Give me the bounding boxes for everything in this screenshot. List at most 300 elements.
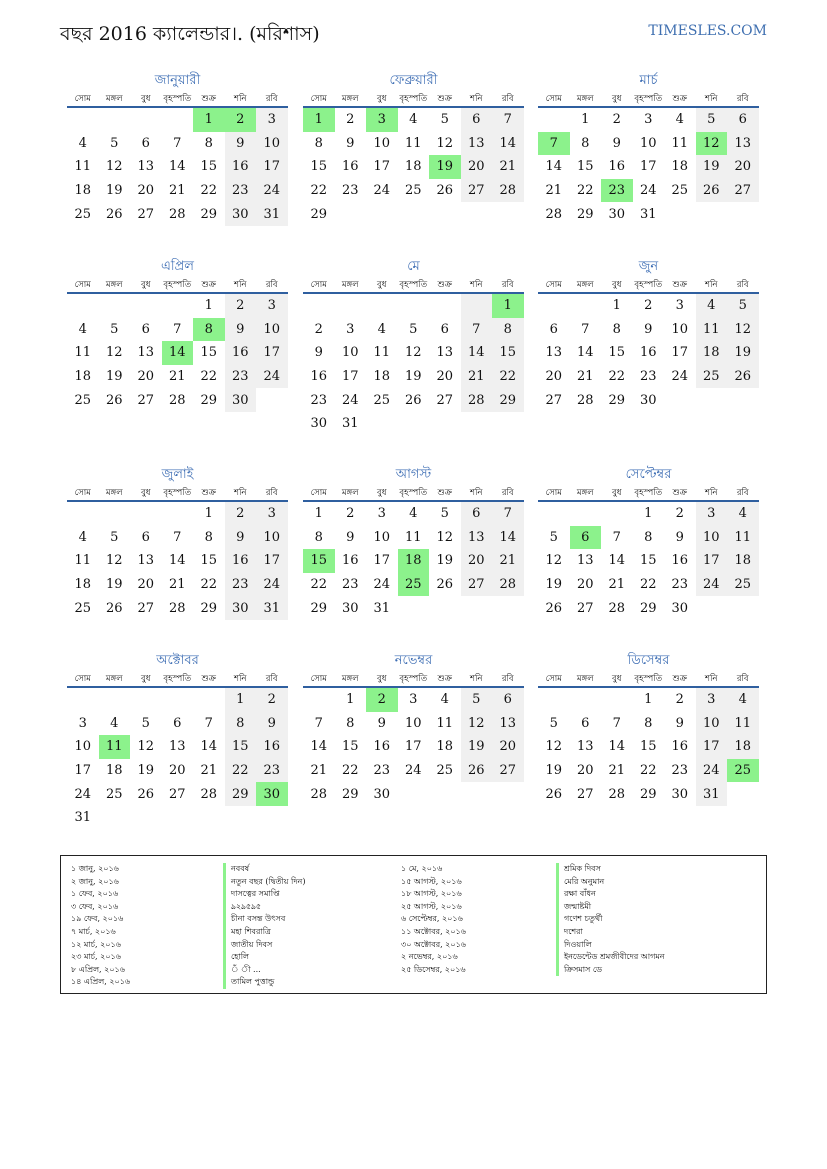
day-cell: 21 <box>608 763 626 779</box>
empty-cell <box>429 294 461 318</box>
day-cell: 11 <box>727 526 759 550</box>
day-cell: 28 <box>461 388 493 412</box>
empty-cell <box>398 294 430 318</box>
weekday-label: বুধ <box>377 674 387 684</box>
holiday-name: জন্মাষ্টমী <box>556 901 665 914</box>
day-cell: 19 <box>545 577 563 593</box>
day-cell: 12 <box>545 739 563 755</box>
day-cell: 3 <box>256 502 288 526</box>
holiday-list <box>60 855 767 994</box>
day-cell: 27 <box>137 392 155 408</box>
day-cell: 7 <box>612 715 621 731</box>
weekday-header <box>303 278 524 294</box>
weekday-header <box>538 92 759 108</box>
weekday-label: শুক্র <box>672 488 687 498</box>
day-cell: 27 <box>137 206 155 222</box>
day-cell: 9 <box>314 345 323 361</box>
day-cell: 15 <box>225 735 257 759</box>
holiday-day-cell: 2 <box>225 108 257 132</box>
weekday-label: মঙ্গল <box>105 674 123 684</box>
weekday-label: মঙ্গল <box>341 674 359 684</box>
weekday-label: বুধ <box>377 280 387 290</box>
days-grid <box>538 108 759 226</box>
holiday-names-left <box>223 863 305 989</box>
holiday-day-cell: 3 <box>366 108 398 132</box>
day-cell: 24 <box>696 759 728 783</box>
day-cell: 14 <box>461 341 493 365</box>
day-cell: 15 <box>200 553 218 569</box>
day-cell: 16 <box>341 553 359 569</box>
day-cell: 28 <box>168 600 186 616</box>
empty-cell <box>162 688 194 712</box>
weekday-label: শনি <box>233 674 247 684</box>
day-cell: 14 <box>492 132 524 156</box>
day-cell: 11 <box>696 318 728 342</box>
day-cell: 18 <box>373 369 391 385</box>
day-cell: 3 <box>256 294 288 318</box>
day-cell: 4 <box>110 715 119 731</box>
day-cell: 10 <box>74 739 92 755</box>
weekday-label: মঙ্গল <box>341 94 359 104</box>
day-cell: 13 <box>436 345 454 361</box>
day-cell: 10 <box>256 526 288 550</box>
day-cell: 10 <box>696 526 728 550</box>
day-cell: 5 <box>440 506 449 522</box>
day-cell: 17 <box>373 159 391 175</box>
day-cell: 18 <box>404 159 422 175</box>
holiday-day-cell: 11 <box>99 735 131 759</box>
day-cell: 23 <box>310 392 328 408</box>
day-cell: 15 <box>200 159 218 175</box>
day-cell: 22 <box>310 183 328 199</box>
weekday-label: রবি <box>501 94 514 104</box>
days-grid <box>67 502 288 620</box>
day-cell: 6 <box>727 108 759 132</box>
day-cell: 18 <box>74 369 92 385</box>
day-cell: 12 <box>137 739 155 755</box>
day-cell: 15 <box>341 739 359 755</box>
day-cell: 22 <box>225 759 257 783</box>
weekday-header <box>538 672 759 688</box>
day-cell: 11 <box>373 345 391 361</box>
day-cell: 20 <box>137 369 155 385</box>
day-cell: 13 <box>492 712 524 736</box>
weekday-label: সোম <box>74 674 91 684</box>
day-cell: 5 <box>409 321 418 337</box>
holiday-name: হোলি <box>223 951 305 964</box>
day-cell: 23 <box>256 759 288 783</box>
empty-cell <box>366 294 398 318</box>
day-cell: 25 <box>404 183 422 199</box>
day-cell: 20 <box>168 763 186 779</box>
weekday-label: বৃহস্পতি <box>399 280 428 290</box>
day-cell: 29 <box>200 392 218 408</box>
weekday-header <box>538 278 759 294</box>
weekday-label: সোম <box>545 488 562 498</box>
day-cell: 8 <box>644 529 653 545</box>
day-cell: 6 <box>581 715 590 731</box>
day-cell: 1 <box>644 506 653 522</box>
day-cell: 11 <box>671 135 689 151</box>
day-cell: 6 <box>461 502 493 526</box>
day-cell: 27 <box>727 179 759 203</box>
holiday-name: তামিল পুত্তান্ডু <box>223 976 305 989</box>
day-cell: 2 <box>314 321 323 337</box>
day-cell: 15 <box>639 553 657 569</box>
day-cell: 19 <box>461 735 493 759</box>
day-cell: 10 <box>671 321 689 337</box>
weekday-label: রবি <box>265 94 278 104</box>
day-cell: 19 <box>105 183 123 199</box>
holiday-date: ৬ সেপ্টেম্বর, ২০১৬ <box>401 914 463 924</box>
day-cell: 30 <box>225 596 257 620</box>
day-cell: 21 <box>461 365 493 389</box>
weekday-label: রবি <box>736 488 749 498</box>
day-cell: 11 <box>74 159 92 175</box>
day-cell: 25 <box>74 206 92 222</box>
weekday-label: মঙ্গল <box>105 280 123 290</box>
day-cell: 28 <box>608 600 626 616</box>
day-cell: 1 <box>581 112 590 128</box>
day-cell: 16 <box>373 739 391 755</box>
month-block <box>67 652 288 830</box>
day-cell: 10 <box>341 345 359 361</box>
day-cell: 18 <box>696 341 728 365</box>
holiday-name: গণেশ চতুর্থী <box>556 913 665 926</box>
day-cell: 4 <box>78 135 87 151</box>
day-cell: 27 <box>137 600 155 616</box>
day-cell: 6 <box>141 321 150 337</box>
day-cell: 20 <box>461 549 493 573</box>
day-cell: 6 <box>141 529 150 545</box>
weekday-label: রবি <box>501 488 514 498</box>
day-cell: 23 <box>225 365 257 389</box>
weekday-label: বুধ <box>612 488 622 498</box>
weekday-label: শনি <box>469 674 483 684</box>
day-cell: 13 <box>545 345 563 361</box>
empty-cell <box>99 294 131 318</box>
day-cell: 2 <box>675 506 684 522</box>
holiday-date: ১৯ ফেব, ২০১৬ <box>71 914 124 924</box>
day-cell: 21 <box>310 763 328 779</box>
weekday-label: বৃহস্পতি <box>399 488 428 498</box>
weekday-header <box>303 92 524 108</box>
day-cell: 14 <box>168 159 186 175</box>
day-cell: 18 <box>436 739 454 755</box>
day-cell: 19 <box>696 155 728 179</box>
day-cell: 15 <box>492 341 524 365</box>
empty-cell <box>303 688 335 712</box>
day-cell: 22 <box>200 369 218 385</box>
holiday-dates-right <box>401 863 466 976</box>
holiday-date: ১ ফেব, ২০১৬ <box>71 889 119 899</box>
weekday-label: বৃহস্পতি <box>634 674 663 684</box>
month-name: মে <box>407 259 420 274</box>
day-cell: 12 <box>727 318 759 342</box>
day-cell: 29 <box>310 206 328 222</box>
month-block <box>538 258 759 412</box>
holiday-name: ঌ২ঌ৫ঌ৫ <box>223 901 305 914</box>
weekday-label: বৃহস্পতি <box>634 94 663 104</box>
day-cell: 15 <box>200 345 218 361</box>
day-cell: 4 <box>675 112 684 128</box>
weekday-label: শনি <box>233 488 247 498</box>
day-cell: 22 <box>608 369 626 385</box>
day-cell: 29 <box>492 388 524 412</box>
weekday-header <box>303 486 524 502</box>
holiday-name: মহা শিবরাত্রি <box>223 926 305 939</box>
day-cell: 12 <box>436 529 454 545</box>
day-cell: 9 <box>644 321 653 337</box>
day-cell: 26 <box>404 392 422 408</box>
weekday-label: শনি <box>704 488 718 498</box>
day-cell: 3 <box>346 321 355 337</box>
day-cell: 22 <box>310 577 328 593</box>
weekday-label: বুধ <box>377 488 387 498</box>
day-cell: 29 <box>608 392 626 408</box>
day-cell: 9 <box>346 135 355 151</box>
weekday-label: মঙ্গল <box>576 94 594 104</box>
weekday-label: মঙ্গল <box>576 488 594 498</box>
day-cell: 17 <box>696 549 728 573</box>
month-block <box>538 72 759 226</box>
day-cell: 26 <box>105 206 123 222</box>
day-cell: 17 <box>671 345 689 361</box>
holiday-date: ৩০ অক্টোবর, ২০১৬ <box>401 939 466 949</box>
day-cell: 24 <box>74 786 92 802</box>
weekday-label: বুধ <box>612 280 622 290</box>
day-cell: 4 <box>78 321 87 337</box>
day-cell: 17 <box>256 155 288 179</box>
day-cell: 31 <box>341 416 359 432</box>
day-cell: 26 <box>105 392 123 408</box>
day-cell: 29 <box>341 786 359 802</box>
site-brand-link[interactable]: TIMESLES.COM <box>648 23 767 39</box>
day-cell: 6 <box>549 321 558 337</box>
day-cell: 26 <box>436 577 454 593</box>
day-cell: 18 <box>671 159 689 175</box>
holiday-date: ৭ মার্চ, ২০১৬ <box>71 926 116 936</box>
holiday-date: ৮ এপ্রিল, ২০১৬ <box>71 964 125 974</box>
empty-cell <box>130 294 162 318</box>
day-cell: 28 <box>200 786 218 802</box>
weekday-label: বৃহস্পতি <box>163 280 192 290</box>
holiday-name: চীনা বসন্ত উৎসব <box>223 913 305 926</box>
empty-cell <box>99 108 131 132</box>
day-cell: 17 <box>373 553 391 569</box>
month-name: ফেব্রুয়ারী <box>389 73 438 88</box>
month-block <box>303 466 524 620</box>
day-cell: 23 <box>671 577 689 593</box>
day-cell: 4 <box>440 692 449 708</box>
day-cell: 7 <box>581 321 590 337</box>
weekday-label: সোম <box>310 674 327 684</box>
day-cell: 26 <box>105 600 123 616</box>
weekday-label: রবি <box>736 280 749 290</box>
weekday-label: শনি <box>704 674 718 684</box>
day-cell: 8 <box>346 715 355 731</box>
holiday-date: ২৫ ডিসেম্বর, ২০১৬ <box>401 964 466 974</box>
day-cell: 29 <box>310 600 328 616</box>
day-cell: 21 <box>168 577 186 593</box>
weekday-label: মঙ্গল <box>105 94 123 104</box>
weekday-label: শুক্র <box>437 280 452 290</box>
empty-cell <box>601 502 633 526</box>
day-cell: 20 <box>436 369 454 385</box>
day-cell: 18 <box>105 763 123 779</box>
day-cell: 8 <box>225 712 257 736</box>
day-cell: 11 <box>436 715 454 731</box>
days-grid <box>303 688 524 806</box>
day-cell: 5 <box>549 715 558 731</box>
day-cell: 25 <box>436 763 454 779</box>
weekday-header <box>67 92 288 108</box>
day-cell: 12 <box>545 553 563 569</box>
empty-cell <box>99 688 131 712</box>
day-cell: 2 <box>225 294 257 318</box>
day-cell: 29 <box>200 206 218 222</box>
weekday-label: রবি <box>265 280 278 290</box>
day-cell: 25 <box>373 392 391 408</box>
day-cell: 20 <box>545 369 563 385</box>
day-cell: 19 <box>404 369 422 385</box>
month-name: জানুয়ারী <box>154 73 201 88</box>
day-cell: 4 <box>78 529 87 545</box>
day-cell: 25 <box>727 573 759 597</box>
day-cell: 3 <box>409 692 418 708</box>
month-block <box>538 466 759 620</box>
day-cell: 30 <box>639 392 657 408</box>
day-cell: 30 <box>225 388 257 412</box>
day-cell: 2 <box>256 688 288 712</box>
day-cell: 28 <box>608 786 626 802</box>
holiday-date: ২৫ আগস্ট, ২০১৬ <box>401 901 462 911</box>
day-cell: 21 <box>492 549 524 573</box>
weekday-label: সোম <box>310 488 327 498</box>
day-cell: 8 <box>581 135 590 151</box>
day-cell: 9 <box>377 715 386 731</box>
day-cell: 14 <box>492 526 524 550</box>
holiday-date: ৩ ফেব, ২০১৬ <box>71 901 119 911</box>
day-cell: 18 <box>727 735 759 759</box>
day-cell: 25 <box>74 392 92 408</box>
day-cell: 17 <box>696 735 728 759</box>
month-name: আগস্ট <box>395 467 432 482</box>
month-block <box>67 466 288 620</box>
day-cell: 30 <box>671 786 689 802</box>
day-cell: 31 <box>639 206 657 222</box>
holiday-name: ঁ ী ... <box>223 964 305 977</box>
days-grid <box>67 108 288 226</box>
day-cell: 12 <box>105 345 123 361</box>
weekday-label: শুক্র <box>201 674 216 684</box>
weekday-header <box>67 278 288 294</box>
day-cell: 16 <box>639 345 657 361</box>
weekday-label: বুধ <box>141 94 151 104</box>
day-cell: 7 <box>492 502 524 526</box>
weekday-label: বৃহস্পতি <box>163 94 192 104</box>
day-cell: 29 <box>639 786 657 802</box>
empty-cell <box>570 502 602 526</box>
holiday-day-cell: 1 <box>193 108 225 132</box>
day-cell: 16 <box>225 341 257 365</box>
empty-cell <box>570 688 602 712</box>
holiday-day-cell: 1 <box>303 108 335 132</box>
holiday-day-cell: 12 <box>696 132 728 156</box>
day-cell: 2 <box>644 298 653 314</box>
day-cell: 10 <box>256 318 288 342</box>
day-cell: 19 <box>727 341 759 365</box>
day-cell: 19 <box>105 369 123 385</box>
day-cell: 28 <box>492 179 524 203</box>
day-cell: 13 <box>576 739 594 755</box>
day-cell: 20 <box>576 763 594 779</box>
day-cell: 2 <box>675 692 684 708</box>
holiday-day-cell: 14 <box>162 341 194 365</box>
day-cell: 28 <box>168 206 186 222</box>
day-cell: 11 <box>727 712 759 736</box>
day-cell: 24 <box>373 577 391 593</box>
weekday-label: শনি <box>704 280 718 290</box>
holiday-date: ২৩ মার্চ, ২০১৬ <box>71 952 121 962</box>
day-cell: 20 <box>461 155 493 179</box>
days-grid <box>538 502 759 620</box>
day-cell: 8 <box>204 529 213 545</box>
weekday-label: বুধ <box>141 674 151 684</box>
day-cell: 19 <box>436 553 454 569</box>
month-name: অক্টোবর <box>156 653 199 668</box>
day-cell: 12 <box>404 345 422 361</box>
weekday-header <box>67 672 288 688</box>
day-cell: 27 <box>168 786 186 802</box>
day-cell: 17 <box>256 549 288 573</box>
day-cell: 2 <box>346 112 355 128</box>
day-cell: 24 <box>341 392 359 408</box>
weekday-label: শুক্র <box>201 488 216 498</box>
day-cell: 14 <box>576 345 594 361</box>
empty-cell <box>193 688 225 712</box>
day-cell: 8 <box>492 318 524 342</box>
weekday-header <box>67 486 288 502</box>
weekday-header <box>303 672 524 688</box>
weekday-label: সোম <box>310 94 327 104</box>
day-cell: 31 <box>373 600 391 616</box>
day-cell: 22 <box>200 577 218 593</box>
holiday-day-cell: 15 <box>303 549 335 573</box>
holiday-name: ইনডেন্টেড শ্রমজীবীদের আগমন <box>556 951 665 964</box>
weekday-label: মঙ্গল <box>576 674 594 684</box>
empty-cell <box>538 688 570 712</box>
day-cell: 3 <box>256 108 288 132</box>
days-grid <box>303 502 524 620</box>
month-block <box>303 72 524 226</box>
day-cell: 15 <box>576 159 594 175</box>
weekday-label: শনি <box>233 94 247 104</box>
day-cell: 21 <box>200 763 218 779</box>
day-cell: 15 <box>310 159 328 175</box>
holiday-date: ২ নভেম্বর, ২০১৬ <box>401 952 458 962</box>
weekday-label: মঙ্গল <box>341 488 359 498</box>
day-cell: 24 <box>256 179 288 203</box>
day-cell: 6 <box>461 108 493 132</box>
weekday-label: সোম <box>545 280 562 290</box>
weekday-header <box>538 486 759 502</box>
empty-cell <box>99 502 131 526</box>
day-cell: 27 <box>461 179 493 203</box>
day-cell: 25 <box>696 365 728 389</box>
empty-cell <box>67 502 99 526</box>
day-cell: 23 <box>373 763 391 779</box>
